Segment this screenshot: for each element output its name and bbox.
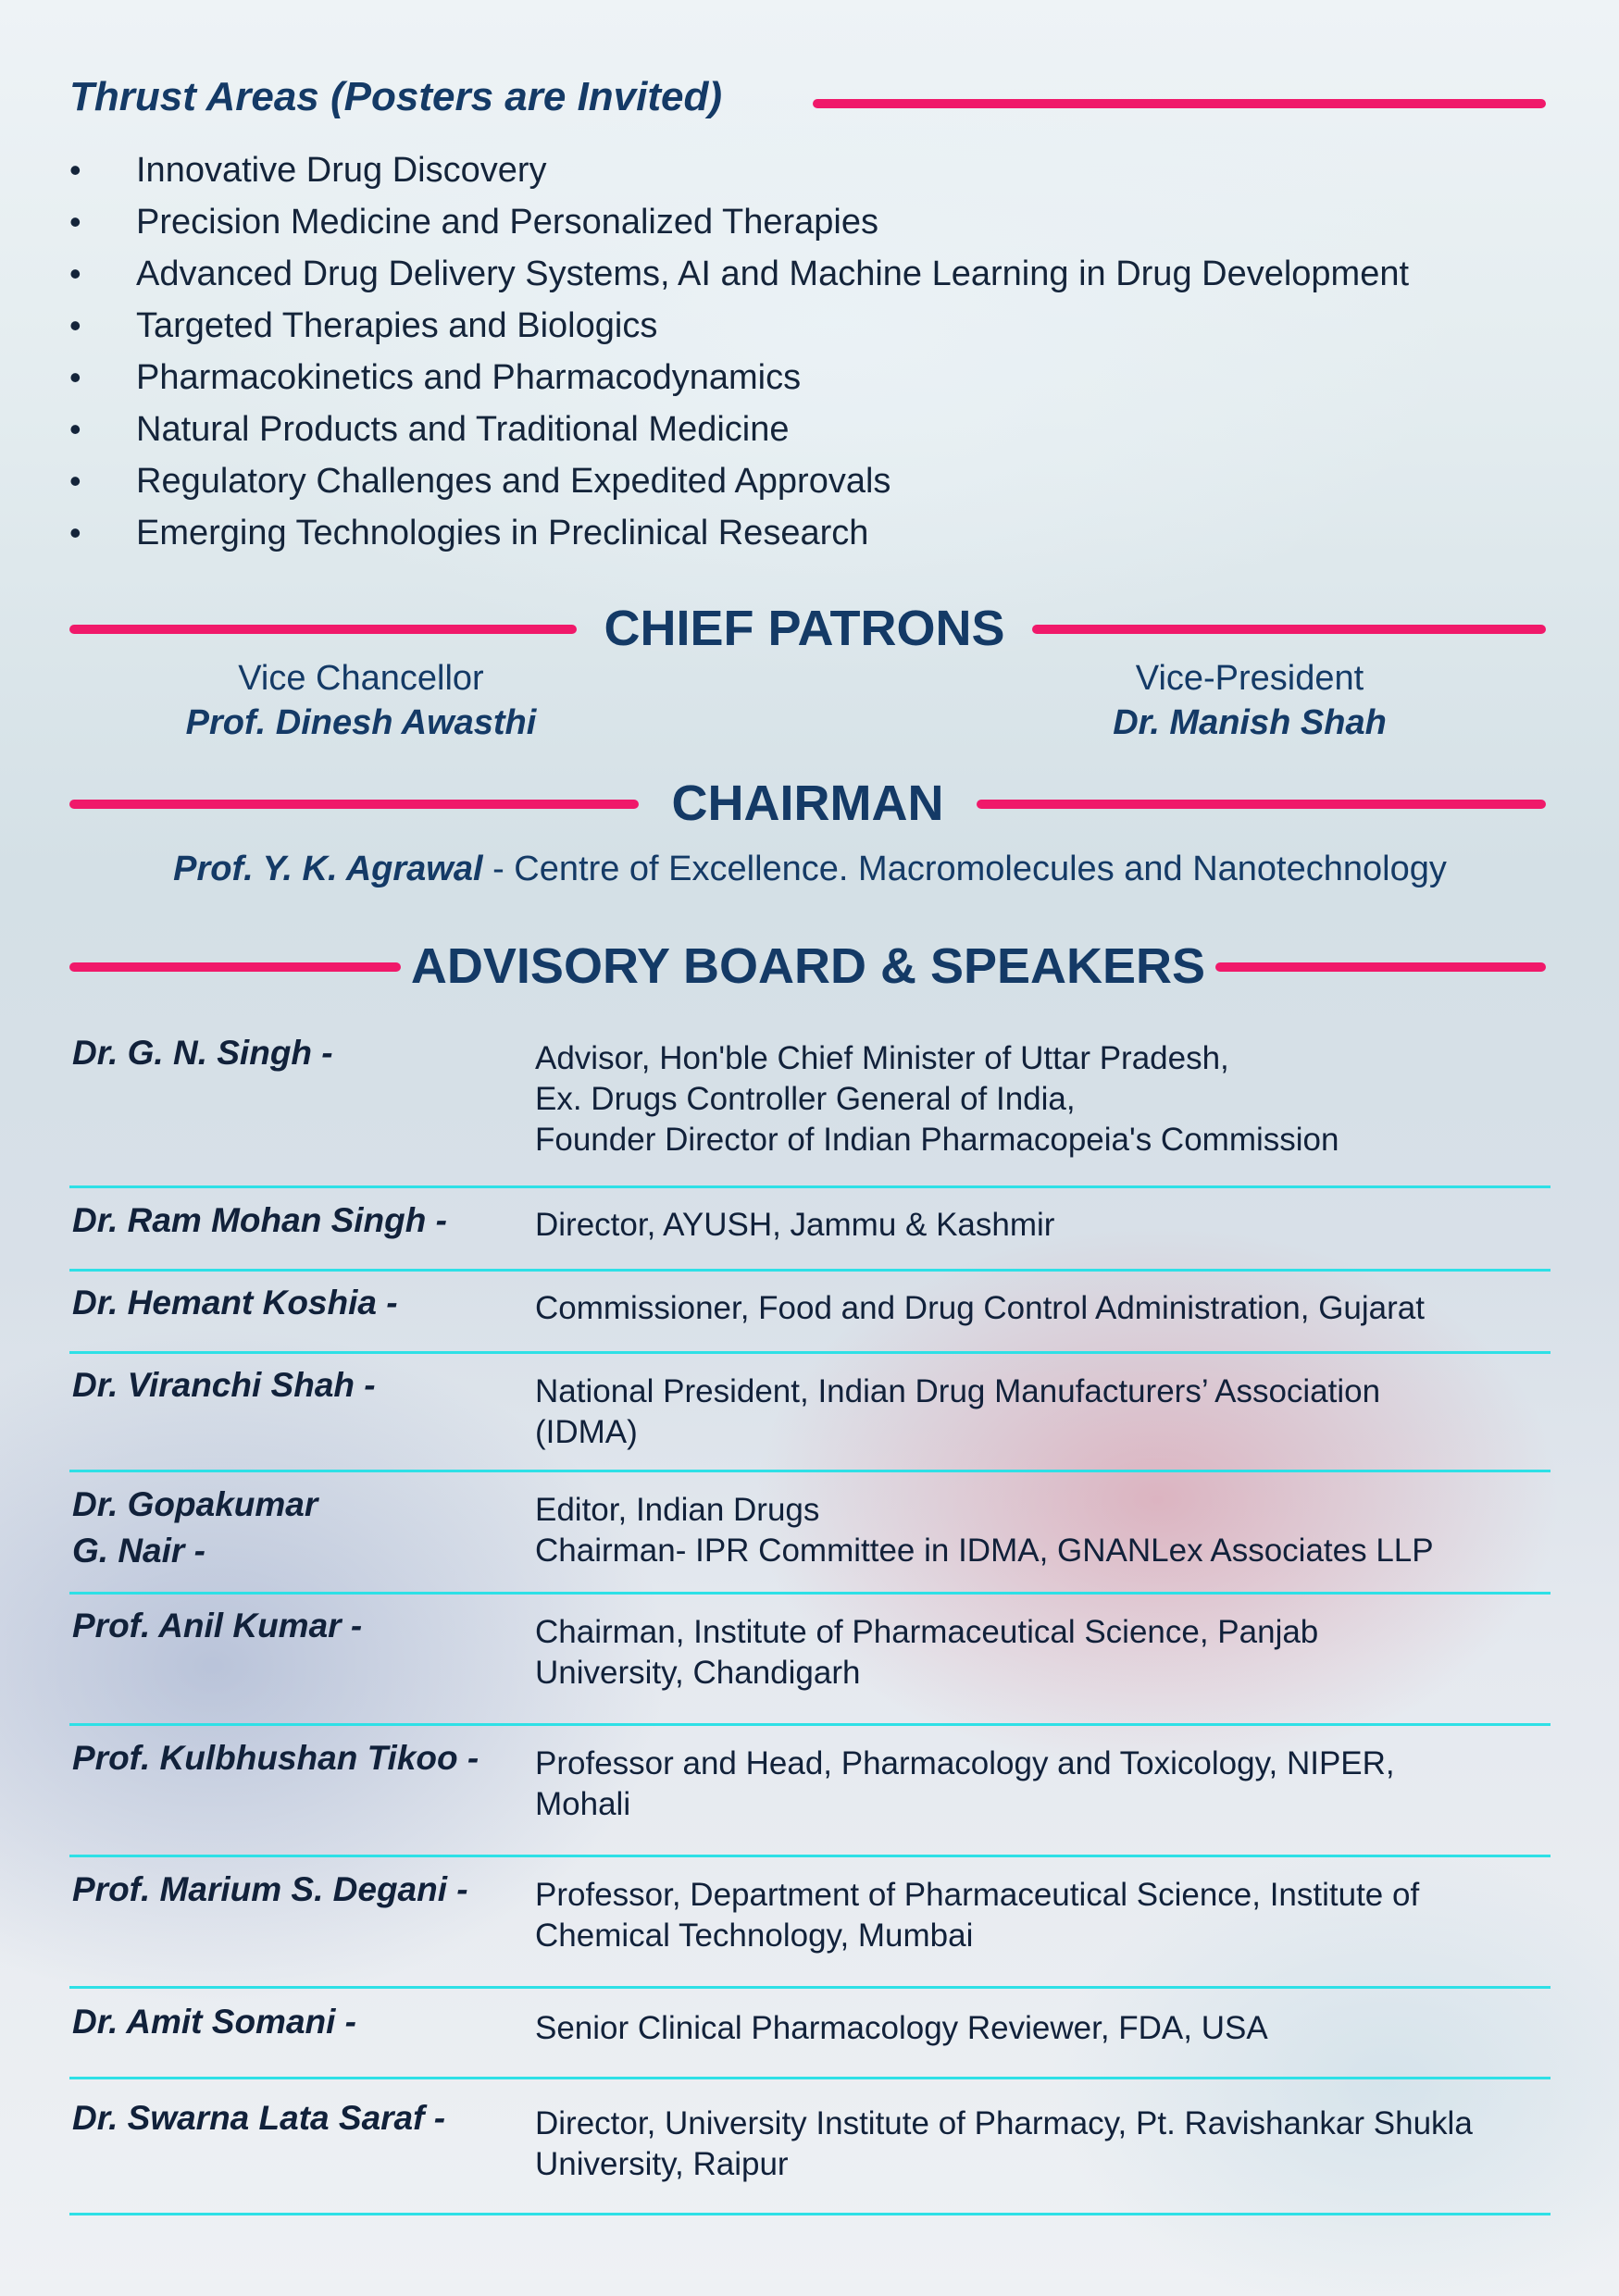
bullet-icon: •	[69, 203, 81, 241]
chairman-rule-right	[977, 800, 1546, 809]
bullet-icon: •	[69, 306, 81, 344]
list-item	[69, 146, 1569, 198]
member-role: Professor, Department of Pharmaceutical Science, Institute of Chemical Technology, Mumbai	[535, 1877, 1420, 1954]
topic-label: Innovative Drug Discovery	[136, 151, 547, 190]
row-divider	[69, 2077, 1551, 2079]
topic-label: Precision Medicine and Personalized Therapies	[136, 203, 878, 242]
member-role: Editor, Indian Drugs Chairman- IPR Committee in IDMA, GNANLex Associates LLP	[535, 1492, 1434, 1569]
member-name: Dr. G. N. Singh -	[72, 1034, 333, 1072]
patron-right-name: Dr. Manish Shah	[1113, 703, 1387, 742]
topic-label: Natural Products and Traditional Medicine	[136, 410, 790, 449]
row-divider	[69, 1592, 1551, 1595]
row-divider	[69, 1351, 1551, 1354]
chairman-heading: CHAIRMAN	[671, 776, 944, 831]
chairman-rule-left	[69, 800, 639, 809]
member-name: Dr. Ram Mohan Singh -	[72, 1201, 447, 1239]
advisory-rule-left	[69, 962, 401, 972]
bullet-icon: •	[69, 462, 81, 500]
member-name: Dr. Swarna Lata Saraf -	[72, 2099, 446, 2137]
patron-left-role: Vice Chancellor	[238, 659, 484, 698]
row-divider	[69, 1185, 1551, 1188]
bullet-icon: •	[69, 358, 81, 396]
member-name: Dr. Viranchi Shah -	[72, 1366, 376, 1404]
row-divider	[69, 1986, 1551, 1989]
bullet-icon: •	[69, 254, 81, 292]
member-role: Advisor, Hon'ble Chief Minister of Uttar Pradesh, Ex. Drugs Controller General of India, Founder Director of Indian Pharmacopeia's Commission	[535, 1040, 1339, 1158]
member-name: Dr. Gopakumar G. Nair -	[72, 1485, 318, 1570]
thrust-title-rule	[813, 99, 1546, 108]
bullet-icon: •	[69, 514, 81, 552]
member-name: Prof. Anil Kumar -	[72, 1607, 363, 1644]
thrust-areas-list	[69, 146, 1569, 561]
member-name: Dr. Hemant Koshia -	[72, 1284, 398, 1322]
list-item	[69, 302, 1569, 354]
member-role: Commissioner, Food and Drug Control Administration, Gujarat	[535, 1290, 1425, 1326]
thrust-areas-title: Thrust Areas (Posters are Invited)	[69, 74, 723, 119]
list-item	[69, 405, 1569, 457]
list-item	[69, 198, 1569, 250]
advisory-heading: ADVISORY BOARD & SPEAKERS	[410, 938, 1206, 994]
member-role: Director, AYUSH, Jammu & Kashmir	[535, 1207, 1055, 1243]
member-role: Professor and Head, Pharmacology and Toxicology, NIPER, Mohali	[535, 1745, 1395, 1822]
row-divider	[69, 1723, 1551, 1726]
member-name: Prof. Marium S. Degani -	[72, 1870, 468, 1908]
chairman-separator: -	[482, 850, 515, 888]
member-name: Prof. Kulbhushan Tikoo -	[72, 1739, 479, 1777]
patron-left-name: Prof. Dinesh Awasthi	[185, 703, 537, 742]
chairman-name: Prof. Y. K. Agrawal	[173, 850, 483, 888]
patron-right-role: Vice-President	[1135, 659, 1364, 698]
bullet-icon: •	[69, 151, 81, 189]
row-divider	[69, 1470, 1551, 1472]
advisory-rule-right	[1215, 962, 1546, 972]
row-divider	[69, 2213, 1551, 2215]
list-item	[69, 457, 1569, 509]
member-role: National President, Indian Drug Manufacturers’ Association (IDMA)	[535, 1373, 1381, 1450]
chairman-desc: Centre of Excellence. Macromolecules and Nanotechnology	[514, 850, 1447, 888]
topic-label: Targeted Therapies and Biologics	[136, 306, 658, 345]
list-item	[69, 509, 1569, 561]
member-role: Senior Clinical Pharmacology Reviewer, FDA, USA	[535, 2010, 1268, 2046]
list-item	[69, 354, 1569, 405]
topic-label: Emerging Technologies in Preclinical Research	[136, 514, 869, 552]
chief-patrons-heading: CHIEF PATRONS	[604, 601, 1005, 656]
member-name: Dr. Amit Somani -	[72, 2003, 357, 2041]
row-divider	[69, 1855, 1551, 1857]
row-divider	[69, 1269, 1551, 1272]
chief-patrons-rule-right	[1032, 625, 1546, 634]
chief-patrons-rule-left	[69, 625, 577, 634]
topic-label: Regulatory Challenges and Expedited Approvals	[136, 462, 891, 501]
list-item	[69, 250, 1569, 302]
chairman-line	[69, 850, 1551, 889]
bullet-icon: •	[69, 410, 81, 448]
member-role: Director, University Institute of Pharmacy, Pt. Ravishankar Shukla University, Raipur	[535, 2105, 1473, 2182]
topic-label: Pharmacokinetics and Pharmacodynamics	[136, 358, 802, 397]
member-role: Chairman, Institute of Pharmaceutical Science, Panjab University, Chandigarh	[535, 1614, 1319, 1691]
topic-label: Advanced Drug Delivery Systems, AI and Machine Learning in Drug Development	[136, 254, 1410, 293]
